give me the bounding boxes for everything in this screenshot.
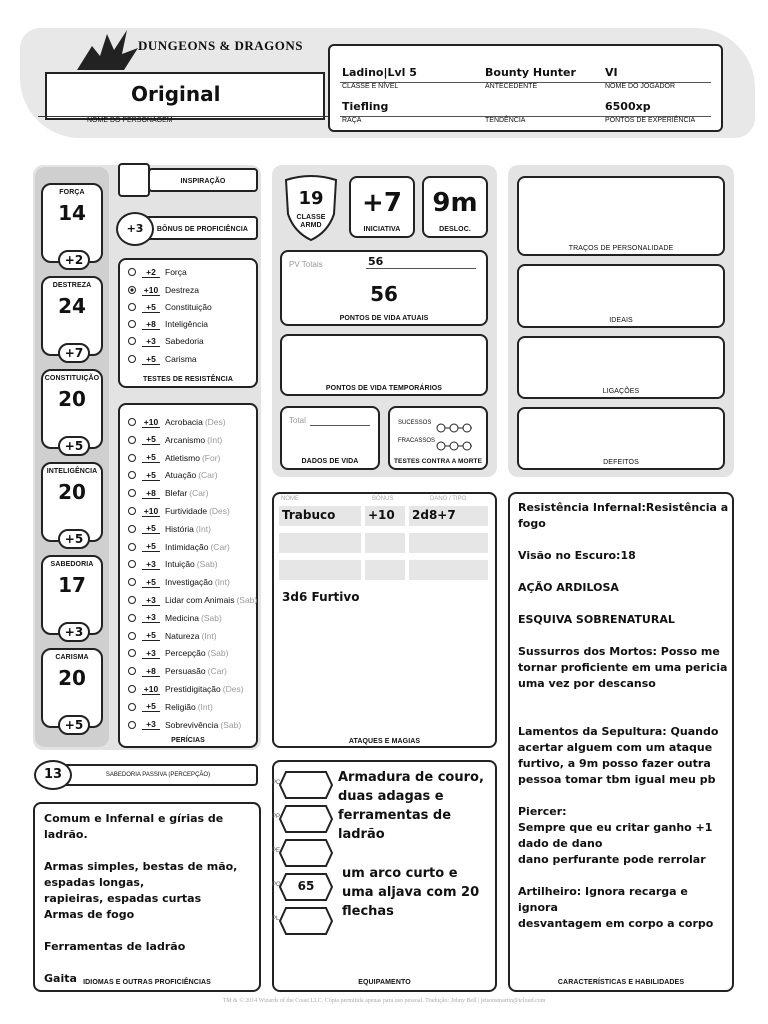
attack-name-cell[interactable]	[279, 533, 361, 553]
race-value[interactable]: Tiefling	[342, 100, 389, 113]
text-line: Comum e Infernal e gírias de ladrão.	[44, 812, 224, 841]
skill-bonus: +5	[142, 577, 160, 588]
save-name: Sabedoria	[165, 336, 204, 346]
save-row-constitution[interactable]	[128, 299, 212, 315]
background-value[interactable]: Bounty Hunter	[485, 66, 576, 79]
char-name-box[interactable]	[45, 72, 325, 120]
initiative-value: +7	[362, 188, 402, 218]
skill-attribute: (Sab)	[236, 595, 258, 605]
text-line: Piercer:	[518, 805, 567, 818]
skill-attribute: (Int)	[195, 523, 211, 534]
attack-name: Trabuco	[282, 508, 336, 522]
proficiency-dot[interactable]	[128, 632, 136, 640]
skill-bonus: +5	[142, 630, 160, 641]
text-line	[44, 923, 256, 939]
proficiency-dot[interactable]	[128, 721, 136, 729]
ability-score: 14	[58, 201, 86, 225]
speed-box[interactable]	[422, 176, 488, 238]
coin-label: PO	[272, 882, 281, 888]
skill-attribute: (Des)	[209, 506, 230, 516]
save-bonus: +5	[142, 302, 160, 313]
char-name-label: NOME DO PERSONAGEM	[87, 117, 173, 124]
skill-bonus: +10	[143, 683, 159, 694]
skill-name: Intuição	[165, 559, 195, 570]
languages-title: IDIOMAS E OUTRAS PROFICIÊNCIAS	[83, 979, 211, 986]
save-bonus: +3	[142, 336, 160, 347]
ability-dexterity[interactable]	[41, 276, 103, 360]
skill-row[interactable]	[128, 450, 220, 466]
equipment-text-2: um arco curto e uma aljava com 20 flechas	[342, 866, 480, 919]
skill-attribute: (Int)	[207, 434, 223, 445]
coin-label: PP	[272, 814, 281, 820]
skill-row[interactable]	[128, 681, 244, 697]
skill-name: Arcanismo	[165, 434, 206, 445]
text-line: dado de dano	[518, 837, 603, 850]
text-line	[518, 596, 730, 612]
attack-bonus: +10	[368, 508, 395, 522]
text-line	[518, 868, 730, 884]
skill-bonus: +3	[142, 595, 160, 606]
char-name-underline	[38, 116, 333, 117]
death-saves-label: TESTES CONTRA A MORTE	[393, 458, 483, 465]
skill-row[interactable]	[128, 574, 230, 590]
text-line: pessoa tomar tbm igual meu pb	[518, 773, 716, 786]
skill-bonus: +5	[142, 523, 160, 534]
ability-modifier: +5	[58, 529, 90, 549]
proficiency-dot[interactable]	[128, 543, 136, 551]
save-row-intelligence[interactable]	[128, 316, 208, 332]
skill-attribute: (Sab)	[207, 648, 229, 659]
armor-class-label: CLASSE ARMD	[296, 214, 326, 229]
skill-bonus: +10	[143, 416, 159, 427]
ability-constitution[interactable]	[41, 369, 103, 453]
hit-dice-label: DADOS DE VIDA	[301, 458, 359, 465]
death-fail-circles[interactable]	[436, 436, 476, 455]
proficiency-dot[interactable]	[128, 614, 136, 622]
coin-label: PL	[272, 916, 280, 922]
save-name: Força	[165, 267, 187, 277]
ability-modifier: +7	[58, 343, 90, 363]
proficiency-dot[interactable]	[128, 489, 136, 497]
text-line	[518, 708, 730, 724]
text-line: furtivo, a 9m posso fazer outra	[518, 757, 711, 770]
skill-attribute: (Car)	[198, 470, 218, 481]
flaws-label: DEFEITOS	[603, 459, 639, 466]
skill-row[interactable]	[128, 610, 222, 626]
proficiency-dot[interactable]	[128, 320, 136, 328]
proficiency-label: BÔNUS DE PROFICIÊNCIA	[156, 226, 249, 233]
attack-name-cell[interactable]	[279, 506, 361, 526]
attacks-notes[interactable]: 3d6 Furtivo	[282, 590, 360, 604]
coin-label: PC	[272, 780, 281, 786]
save-bonus: +8	[142, 319, 160, 330]
text-line: Armas de fogo	[44, 908, 135, 921]
coin-slot[interactable]	[272, 838, 334, 868]
save-row-wisdom[interactable]	[128, 333, 204, 349]
skill-name: Atletismo	[165, 452, 200, 463]
skill-bonus: +8	[142, 488, 160, 499]
hp-current-box[interactable]	[280, 250, 488, 326]
skill-attribute: (Sab)	[201, 612, 222, 623]
skill-name: Prestidigitação	[165, 684, 221, 694]
ability-modifier: +5	[58, 436, 90, 456]
skill-attribute: (Int)	[197, 701, 213, 712]
hit-dice-total-label: Total	[289, 416, 306, 425]
dragon-logo-icon	[72, 26, 142, 74]
languages-text	[44, 811, 256, 987]
player-value[interactable]: VI	[605, 66, 618, 79]
save-row-charisma[interactable]	[128, 351, 197, 367]
ability-score: 17	[58, 573, 86, 597]
text-line: tornar proficiente em uma pericia	[518, 661, 728, 674]
race-label: RAÇA	[342, 117, 362, 124]
save-row-strength[interactable]	[128, 264, 187, 280]
text-line	[518, 628, 730, 644]
logo-text: DUNGEONS & DRAGONS	[138, 38, 304, 53]
ability-label: FORÇA	[59, 189, 85, 196]
ability-label: SABEDORIA	[50, 561, 94, 568]
hp-current-label: PONTOS DE VIDA ATUAIS	[339, 315, 429, 322]
proficiency-dot[interactable]	[128, 525, 136, 533]
proficiency-dot[interactable]	[128, 578, 136, 586]
footer-copyright: TM & © 2014 Wizards of the Coast LLC. Cópia permitida apenas para uso pessoal. Tradução: Johny Bell | jetsonsmartin@icloud.com	[222, 998, 546, 1004]
proficiency-dot[interactable]	[128, 355, 136, 363]
hit-dice-box[interactable]	[280, 406, 380, 470]
text-line	[518, 564, 730, 580]
coin-slot[interactable]	[272, 804, 334, 834]
attacks-col-damage: DANO / TIPO	[430, 496, 467, 502]
skill-row[interactable]	[128, 503, 230, 519]
proficiency-dot[interactable]	[128, 436, 136, 444]
save-name: Constituição	[165, 302, 212, 312]
hp-max-line	[366, 268, 476, 269]
proficiency-dot[interactable]	[128, 667, 136, 675]
skill-row[interactable]	[128, 467, 218, 483]
skill-row[interactable]	[128, 699, 213, 715]
skill-name: Medicina	[165, 612, 200, 623]
skill-bonus: +5	[142, 701, 160, 712]
skill-bonus: +3	[142, 719, 160, 730]
text-line: fogo	[518, 517, 546, 530]
coin-value: 65	[297, 879, 315, 893]
attack-name-cell[interactable]	[279, 560, 361, 580]
skill-name: Atuação	[165, 470, 197, 481]
attack-damage-cell[interactable]	[409, 533, 488, 553]
skill-row[interactable]	[128, 485, 209, 501]
traits-box[interactable]	[517, 176, 725, 256]
skill-name: Natureza	[165, 630, 200, 641]
skill-row[interactable]	[128, 539, 230, 555]
skill-name: Acrobacia	[165, 417, 203, 427]
inspiration-box[interactable]	[118, 163, 150, 197]
skill-row[interactable]	[128, 663, 227, 679]
skill-name: Intimidação	[165, 541, 209, 552]
skill-attribute: (Sab)	[220, 719, 242, 730]
save-bonus: +2	[142, 267, 160, 278]
ability-modifier: +2	[58, 250, 90, 270]
skill-bonus: +5	[142, 541, 160, 552]
inspiration-label-box	[148, 168, 258, 192]
ability-label: DESTREZA	[52, 282, 92, 289]
skill-bonus: +5	[142, 470, 160, 481]
features-text	[518, 500, 730, 932]
proficiency-dot[interactable]	[128, 703, 136, 711]
ability-wisdom[interactable]	[41, 555, 103, 639]
save-bonus: +5	[142, 354, 160, 365]
skill-bonus: +3	[142, 612, 160, 623]
coin-slot[interactable]	[272, 770, 334, 800]
features-title: CARACTERÍSTICAS E HABILIDADES	[557, 979, 685, 986]
text-line: rapieiras, espadas curtas	[44, 892, 202, 905]
attack-bonus-cell[interactable]	[365, 506, 405, 526]
skill-attribute: (Car)	[210, 541, 230, 552]
skill-bonus: +5	[142, 434, 160, 445]
bonds-box[interactable]	[517, 336, 725, 399]
skill-row[interactable]	[128, 592, 257, 608]
proficiency-dot[interactable]	[128, 286, 136, 294]
skill-row[interactable]	[128, 432, 222, 448]
class-level-label: CLASSE E NÍVEL	[342, 83, 399, 90]
skill-attribute: (Sab)	[196, 559, 218, 570]
ideals-label: IDEAIS	[609, 317, 633, 324]
inspiration-label: INSPIRAÇÃO	[180, 178, 226, 185]
ability-intelligence[interactable]	[41, 462, 103, 546]
text-line	[518, 532, 730, 548]
attack-damage: 2d8+7	[412, 508, 456, 522]
proficiency-dot[interactable]	[128, 418, 136, 426]
ability-label: INTELIGÊNCIA	[46, 468, 98, 475]
attacks-col-bonus: BÔNUS	[372, 496, 394, 502]
save-bonus: +10	[143, 284, 159, 295]
text-line	[44, 843, 256, 859]
death-success-circles[interactable]	[436, 418, 476, 437]
initiative-box[interactable]	[349, 176, 415, 238]
proficiency-dot[interactable]	[128, 507, 136, 515]
proficiency-value[interactable]: +3	[116, 212, 154, 246]
death-fail-label: FRACASSOS	[398, 438, 436, 444]
hp-max-label: PV Totais	[289, 260, 323, 269]
proficiency-dot[interactable]	[128, 685, 136, 693]
skill-name: Percepção	[165, 648, 206, 659]
proficiency-dot[interactable]	[128, 268, 136, 276]
text-line: Sempre que eu critar ganho +1	[518, 821, 713, 834]
text-line: espadas longas,	[44, 876, 145, 889]
text-line: Gaita	[44, 972, 77, 985]
proficiency-dot[interactable]	[128, 649, 136, 657]
armor-class-shield[interactable]	[282, 172, 340, 242]
xp-value[interactable]: 6500xp	[605, 100, 651, 113]
char-info-box	[328, 44, 723, 132]
save-name: Inteligência	[165, 319, 209, 329]
ability-strength[interactable]	[41, 183, 103, 267]
passive-wisdom-label-box	[58, 764, 258, 786]
skill-row[interactable]	[128, 628, 217, 644]
skill-row[interactable]	[128, 717, 241, 733]
armor-class-value: 19	[298, 188, 324, 209]
death-saves-box[interactable]	[388, 406, 488, 470]
hp-temp-label: PONTOS DE VIDA TEMPORÁRIOS	[325, 385, 443, 392]
initiative-label: INICIATIVA	[363, 226, 401, 233]
proficiency-dot[interactable]	[128, 337, 136, 345]
proficiency-dot[interactable]	[128, 471, 136, 479]
ability-charisma[interactable]	[41, 648, 103, 732]
save-row-dexterity[interactable]	[128, 282, 199, 298]
skill-row[interactable]	[128, 645, 228, 661]
skill-name: Persuasão	[165, 666, 206, 677]
ability-score: 20	[58, 666, 86, 690]
skill-bonus: +3	[142, 648, 160, 659]
attack-bonus-cell[interactable]	[365, 533, 405, 553]
text-line: Ferramentas de ladrão	[44, 940, 186, 953]
ability-label: CARISMA	[55, 654, 89, 661]
char-name: Original	[131, 82, 221, 106]
text-line: uma vez por descanso	[518, 677, 656, 690]
skill-attribute: (Des)	[204, 417, 226, 427]
ability-score: 24	[58, 294, 86, 318]
ideals-box[interactable]	[517, 264, 725, 328]
text-line: acertar alguem com um ataque	[518, 741, 713, 754]
xp-label: PONTOS DE EXPERIÊNCIA	[605, 117, 696, 124]
skill-name: Blefar	[165, 488, 188, 499]
class-level-value[interactable]: Ladino|Lvl 5	[342, 66, 417, 79]
attack-bonus-cell[interactable]	[365, 560, 405, 580]
player-label: NOME DO JOGADOR	[605, 83, 676, 90]
skill-attribute: (Des)	[222, 684, 244, 694]
skill-name: Furtividade	[165, 506, 208, 516]
text-line: dano perfurante pode rerrolar	[518, 853, 706, 866]
hit-dice-total-line	[310, 425, 370, 426]
hp-current-value: 56	[370, 282, 398, 306]
skill-name: Lidar com Animais	[165, 595, 235, 605]
skill-row[interactable]	[128, 414, 226, 430]
skill-row[interactable]	[128, 556, 218, 572]
saving-throws-title: TESTES DE RESISTÊNCIA	[142, 376, 233, 383]
attack-damage-cell[interactable]	[409, 506, 488, 526]
hp-max-value[interactable]: 56	[368, 255, 384, 268]
skill-name: Religião	[165, 701, 196, 712]
ability-modifier: +3	[58, 622, 90, 642]
text-line: Lamentos da Sepultura: Quando	[518, 725, 719, 738]
passive-wisdom-label: SABEDORIA PASSIVA (PERCEPÇÃO)	[105, 772, 211, 778]
proficiency-dot[interactable]	[128, 303, 136, 311]
text-line: Armas simples, bestas de mão,	[44, 860, 238, 873]
skill-row[interactable]	[128, 521, 211, 537]
save-name: Destreza	[165, 285, 200, 295]
attacks-col-name: NOME	[281, 496, 299, 502]
skill-attribute: (For)	[201, 452, 221, 463]
skill-attribute: (Car)	[189, 488, 209, 499]
speed-value: 9m	[432, 188, 478, 218]
proficiency-dot[interactable]	[128, 596, 136, 604]
skill-bonus: +5	[142, 452, 160, 463]
skill-bonus: +8	[142, 666, 160, 677]
ability-score: 20	[58, 480, 86, 504]
text-line: Artilheiro: Ignora recarga e ignora	[518, 885, 688, 914]
coin-slot[interactable]	[272, 872, 334, 902]
skill-attribute: (Car)	[207, 666, 227, 677]
traits-label: TRAÇOS DE PERSONALIDADE	[568, 245, 674, 252]
ability-modifier: +5	[58, 715, 90, 735]
alignment-label: TENDÊNCIA	[485, 117, 526, 124]
background-label: ANTECEDENTE	[485, 83, 538, 90]
attacks-box	[272, 492, 497, 748]
attack-damage-cell[interactable]	[409, 560, 488, 580]
text-line: desvantagem em corpo a corpo	[518, 917, 714, 930]
text-line: Visão no Escuro:18	[518, 549, 636, 562]
proficiency-dot[interactable]	[128, 454, 136, 462]
death-success-label: SUCESSOS	[398, 420, 432, 426]
coin-label: PE	[272, 848, 281, 854]
text-line	[518, 692, 730, 708]
save-name: Carisma	[165, 354, 197, 364]
text-line: Sussurros dos Mortos: Posso me	[518, 645, 720, 658]
hp-temp-box[interactable]	[280, 334, 488, 396]
text-line: Resistência Infernal:Resistência a	[518, 501, 729, 514]
text-line	[518, 788, 730, 804]
skill-name: Sobrevivência	[165, 719, 219, 730]
skills-title: PERÍCIAS	[171, 737, 205, 744]
skill-name: Investigação	[165, 577, 213, 588]
equipment-text-1: Armadura de couro, duas adagas e ferramentas de ladrão	[338, 770, 484, 842]
flaws-box[interactable]	[517, 407, 725, 470]
proficiency-dot[interactable]	[128, 560, 136, 568]
ability-label: CONSTITUIÇÃO	[44, 375, 100, 382]
coin-slot[interactable]	[272, 906, 334, 936]
text-line: ESQUIVA SOBRENATURAL	[518, 613, 675, 626]
attacks-title: ATAQUES E MAGIAS	[348, 738, 421, 745]
text-line: AÇÃO ARDILOSA	[518, 581, 619, 594]
ability-score: 20	[58, 387, 86, 411]
equipment-title: EQUIPAMENTO	[358, 979, 411, 986]
skill-bonus: +3	[142, 559, 160, 570]
skill-name: História	[165, 523, 194, 534]
text-line	[44, 955, 256, 971]
skill-bonus: +10	[143, 505, 159, 516]
bonds-label: LIGAÇÕES	[602, 388, 640, 395]
skill-attribute: (Int)	[201, 630, 217, 641]
passive-wisdom-value[interactable]: 13	[34, 760, 72, 790]
speed-label: DESLOC.	[439, 226, 471, 233]
skill-attribute: (Int)	[214, 577, 230, 588]
